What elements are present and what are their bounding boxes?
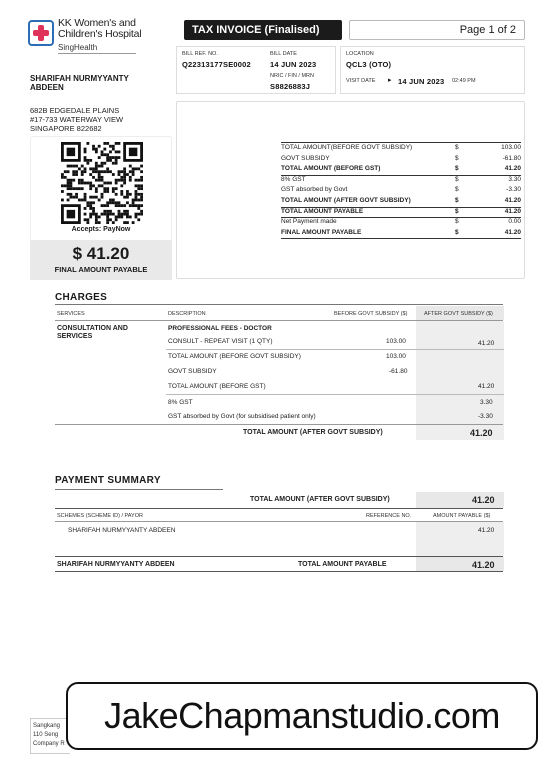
summary-row-currency: $ bbox=[455, 144, 459, 151]
payor-amount: 41.20 bbox=[478, 527, 495, 534]
summary-row bbox=[281, 154, 521, 165]
page-indicator: Page 1 of 2 bbox=[349, 20, 525, 40]
summary-row-underline bbox=[281, 238, 521, 239]
col-services: SERVICES bbox=[57, 311, 85, 317]
charges-total-label: TOTAL AMOUNT (AFTER GOVT SUBSIDY) bbox=[243, 429, 383, 436]
visit-time-value: 02:49 PM bbox=[452, 78, 476, 84]
summary-row-label: TOTAL AMOUNT (AFTER GOVT SUBSIDY) bbox=[281, 197, 411, 204]
hospital-name: KK Women's and Children's Hospital bbox=[58, 17, 142, 40]
invoice-title: TAX INVOICE (Finalised) bbox=[184, 20, 342, 40]
final-amount: $ 41.20 bbox=[72, 244, 130, 263]
charge-item: CONSULT - REPEAT VISIT (1 QTY) bbox=[168, 338, 273, 345]
charges-divider bbox=[55, 304, 503, 305]
total-before-subsidy-value: 103.00 bbox=[386, 353, 406, 360]
summary-row-currency: $ bbox=[455, 175, 459, 183]
summary-row bbox=[281, 143, 521, 154]
location-label: LOCATION bbox=[346, 51, 374, 57]
summary-row-label: TOTAL AMOUNT PAYABLE bbox=[281, 207, 364, 215]
nric-label: NRIC / FIN / MRN bbox=[270, 73, 314, 79]
summary-row-value: 3.30 bbox=[508, 175, 521, 183]
summary-row-label: TOTAL AMOUNT (BEFORE GST) bbox=[281, 165, 381, 173]
visit-date-label: VISIT DATE bbox=[346, 78, 376, 84]
summary-row-currency: $ bbox=[455, 154, 459, 162]
summary-row bbox=[281, 207, 521, 218]
bill-ref-label: BILL REF. NO. bbox=[182, 51, 218, 57]
govt-subsidy-label: GOVT SUBSIDY bbox=[168, 368, 217, 375]
visit-arrow-icon: ▸ bbox=[388, 77, 392, 84]
visit-date-value: 14 JUN 2023 bbox=[398, 77, 445, 86]
charges-total-line bbox=[55, 424, 503, 425]
summary-row-label: GST absorbed by Govt bbox=[281, 186, 348, 194]
gst-absorbed-value: -3.30 bbox=[478, 413, 493, 420]
payment-footer-value: 41.20 bbox=[472, 560, 495, 570]
bill-date-value: 14 JUN 2023 bbox=[270, 60, 317, 69]
location-value: QCL3 (OTO) bbox=[346, 60, 392, 69]
summary-row bbox=[281, 228, 521, 239]
summary-row bbox=[281, 185, 521, 196]
patient-name: SHARIFAH NURMYYANTY ABDEEN bbox=[30, 74, 129, 92]
payment-footer-name: SHARIFAH NURMYYANTY ABDEEN bbox=[57, 561, 175, 568]
summary-top-line bbox=[281, 142, 521, 143]
summary-row bbox=[281, 217, 521, 228]
col-description: DESCRIPTION bbox=[168, 311, 206, 317]
charge-item-before: 103.00 bbox=[386, 338, 406, 345]
paynow-accepts: Accepts: PayNow bbox=[71, 226, 131, 233]
summary-row-value: 41.20 bbox=[504, 207, 521, 215]
total-before-subsidy-label: TOTAL AMOUNT (BEFORE GOVT SUBSIDY) bbox=[168, 353, 301, 360]
total-before-gst-value: 41.20 bbox=[478, 383, 495, 390]
summary-row-currency: $ bbox=[455, 218, 459, 226]
gst-value: 3.30 bbox=[480, 399, 493, 406]
summary-row-label: TOTAL AMOUNT(BEFORE GOVT SUBSIDY) bbox=[281, 144, 413, 151]
summary-row-label: GOVT SUBSIDY bbox=[281, 154, 330, 162]
payment-summary-divider bbox=[55, 489, 223, 490]
summary-row-value: 41.20 bbox=[504, 228, 521, 236]
govt-subsidy-value: -61.80 bbox=[389, 368, 408, 375]
charge-group: PROFESSIONAL FEES - DOCTOR bbox=[168, 325, 272, 332]
charges-total-value: 41.20 bbox=[470, 428, 493, 438]
summary-row-value: -3.30 bbox=[506, 186, 521, 194]
logo-divider bbox=[58, 53, 136, 54]
watermark-banner: JakeChapmanstudio.com bbox=[66, 682, 538, 750]
summary-row-value: 103.00 bbox=[501, 144, 521, 151]
service-category: CONSULTATION AND SERVICES bbox=[57, 325, 128, 340]
nric-value: S8826883J bbox=[270, 82, 311, 91]
payment-summary-title: PAYMENT SUMMARY bbox=[55, 475, 161, 486]
summary-row-value: 41.20 bbox=[504, 197, 521, 204]
col-reference: REFERENCE NO. bbox=[366, 513, 412, 519]
summary-row-currency: $ bbox=[455, 207, 459, 215]
payment-total-label: TOTAL AMOUNT (AFTER GOVT SUBSIDY) bbox=[250, 496, 390, 503]
payor-name: SHARIFAH NURMYYANTY ABDEEN bbox=[68, 527, 176, 534]
col-schemes: SCHEMES (SCHEME ID) / PAYOR bbox=[57, 513, 143, 519]
summary-row-label: FINAL AMOUNT PAYABLE bbox=[281, 228, 362, 236]
summary-row-currency: $ bbox=[455, 186, 459, 194]
payment-total-value: 41.20 bbox=[472, 495, 495, 505]
summary-row-currency: $ bbox=[455, 197, 459, 204]
final-amount-label: FINAL AMOUNT PAYABLE bbox=[54, 265, 148, 274]
col-amount-payable: AMOUNT PAYABLE ($) bbox=[433, 513, 491, 519]
payment-header-top-line bbox=[55, 508, 503, 509]
payment-footer-label: TOTAL AMOUNT PAYABLE bbox=[298, 561, 387, 568]
paynow-qr-code[interactable] bbox=[60, 142, 144, 224]
summary-row-label: 8% GST bbox=[281, 175, 306, 183]
bill-date-label: BILL DATE bbox=[270, 51, 297, 57]
footer-address: Sangkang 110 Seng Company R bbox=[33, 723, 65, 747]
summary-row-currency: $ bbox=[455, 165, 459, 173]
patient-address: 682B EDGEDALE PLAINS #17-733 WATERWAY VIEW SINGAPORE 822682 bbox=[30, 106, 124, 133]
payment-footer-bottom-line bbox=[55, 571, 503, 572]
hospital-logo-icon bbox=[28, 20, 54, 46]
charges-title: CHARGES bbox=[55, 292, 108, 303]
summary-row-value: -61.80 bbox=[502, 154, 521, 162]
hospital-group: SingHealth bbox=[58, 43, 98, 52]
gst-absorbed-label: GST absorbed by Govt (for subsidised patient only) bbox=[168, 413, 316, 420]
total-before-gst-label: TOTAL AMOUNT (BEFORE GST) bbox=[168, 383, 266, 390]
charges-row-line bbox=[166, 349, 504, 350]
col-after-subsidy: AFTER GOVT SUBSIDY ($) bbox=[424, 311, 493, 317]
after-subsidy-column-bg bbox=[416, 321, 504, 440]
summary-row-currency: $ bbox=[455, 228, 459, 236]
summary-row-value: 41.20 bbox=[504, 165, 521, 173]
summary-row bbox=[281, 175, 521, 186]
charge-item-after: 41.20 bbox=[478, 340, 495, 347]
bill-ref-value: Q22313177SE0002 bbox=[182, 60, 251, 69]
summary-row-value: 0.00 bbox=[508, 218, 521, 226]
gst-label: 8% GST bbox=[168, 399, 193, 406]
charges-row-line-2 bbox=[166, 394, 504, 395]
summary-row-label: Net Payment made bbox=[281, 218, 337, 226]
summary-row bbox=[281, 164, 521, 175]
summary-row bbox=[281, 196, 521, 207]
col-before-subsidy: BEFORE GOVT SUBSIDY ($) bbox=[334, 311, 408, 317]
